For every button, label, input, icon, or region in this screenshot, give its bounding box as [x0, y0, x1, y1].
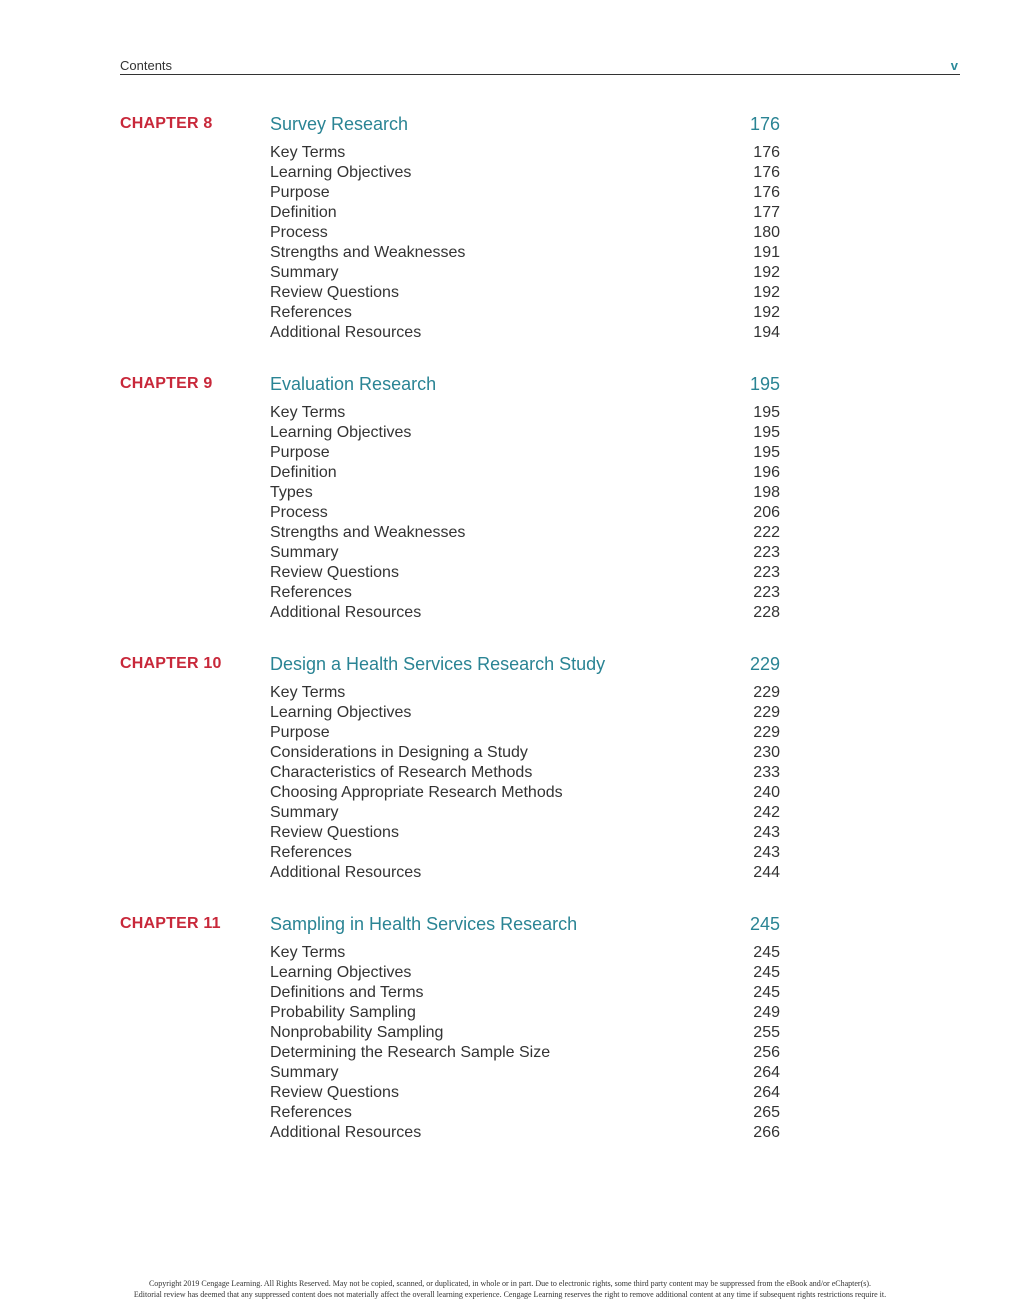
toc-entry-page: 229 [753, 684, 780, 701]
toc-entry-label: Types [270, 484, 313, 501]
toc-entry[interactable] [0, 783, 1020, 803]
toc-entry-label: Summary [270, 264, 339, 281]
toc-entry-page: 264 [753, 1084, 780, 1101]
toc-entry[interactable] [0, 963, 1020, 983]
toc-entry-label: Nonprobability Sampling [270, 1024, 444, 1041]
chapter-entries [0, 403, 1020, 623]
toc-entry-label: Summary [270, 1064, 339, 1081]
toc-entry-page: 256 [753, 1044, 780, 1061]
page-number: v [950, 58, 958, 73]
toc-entry-label: Additional Resources [270, 324, 422, 341]
toc-entry-label: Purpose [270, 184, 330, 201]
toc-entry-page: 180 [753, 224, 780, 241]
toc-entry-page: 223 [753, 584, 780, 601]
chapter-title[interactable]: Survey Research [270, 114, 409, 134]
toc-entry-label: Additional Resources [270, 864, 422, 881]
toc-entry-label: Purpose [270, 724, 330, 741]
toc-entry-page: 244 [753, 864, 780, 881]
chapter-label: CHAPTER 9 [120, 375, 213, 392]
toc-entry-page: 191 [753, 244, 780, 261]
toc-entry-page: 240 [753, 784, 780, 801]
toc-entry-label: Characteristics of Research Methods [270, 764, 533, 781]
toc-entry-page: 230 [753, 744, 780, 761]
toc-entry-page: 176 [753, 184, 780, 201]
toc-entry[interactable] [0, 223, 1020, 243]
toc-entry-page: 194 [753, 324, 780, 341]
toc-entry-label: Learning Objectives [270, 964, 412, 981]
toc-entry-label: Review Questions [270, 824, 399, 841]
toc-entry-page: 176 [753, 164, 780, 181]
toc-entry-label: References [270, 304, 352, 321]
toc-entry-label: Additional Resources [270, 604, 422, 621]
toc-entry-label: References [270, 1104, 352, 1121]
toc-entry-page: 195 [753, 404, 780, 421]
toc-entry-page: 245 [753, 944, 780, 961]
toc-entry[interactable] [0, 1063, 1020, 1083]
toc-entry-label: Determining the Research Sample Size [270, 1044, 551, 1061]
toc-entry[interactable] [0, 503, 1020, 523]
toc-entry-label: References [270, 584, 352, 601]
toc-entry[interactable] [0, 263, 1020, 283]
toc-entry-page: 245 [753, 964, 780, 981]
running-header [120, 57, 960, 75]
toc-entry-page: 192 [753, 284, 780, 301]
toc-entry[interactable] [0, 463, 1020, 483]
chapter-label: CHAPTER 8 [120, 115, 213, 132]
toc-entry[interactable] [0, 1023, 1020, 1043]
chapter-title[interactable]: Sampling in Health Services Research [270, 914, 578, 934]
toc-entry[interactable] [0, 1003, 1020, 1023]
toc-entry[interactable] [0, 1083, 1020, 1103]
toc-entry-page: 192 [753, 304, 780, 321]
toc-entry-label: Key Terms [270, 144, 346, 161]
chapter-page-number: 176 [749, 114, 780, 134]
toc-entry[interactable] [0, 1123, 1020, 1143]
toc-entry[interactable] [0, 683, 1020, 703]
toc-entry[interactable] [0, 603, 1020, 623]
toc-entry-page: 255 [753, 1024, 780, 1041]
toc-entry[interactable] [0, 743, 1020, 763]
toc-entry[interactable] [0, 303, 1020, 323]
toc-entry[interactable] [0, 523, 1020, 543]
toc-entry-label: Process [270, 504, 328, 521]
toc-entry[interactable] [0, 863, 1020, 883]
toc-entry[interactable] [0, 703, 1020, 723]
toc-entry-page: 196 [753, 464, 780, 481]
chapter-title[interactable]: Evaluation Research [270, 374, 437, 394]
toc-entry[interactable] [0, 143, 1020, 163]
toc-entry-label: Definitions and Terms [270, 984, 424, 1001]
toc-entry-page: 198 [753, 484, 780, 501]
toc-entry-label: Review Questions [270, 564, 399, 581]
toc-entry-label: Learning Objectives [270, 164, 412, 181]
toc-entry-label: Definition [270, 204, 337, 221]
toc-entry-page: 195 [753, 424, 780, 441]
toc-entry-label: Definition [270, 464, 337, 481]
toc-entry-label: Considerations in Designing a Study [270, 744, 528, 761]
toc-entry[interactable] [0, 1043, 1020, 1063]
toc-entry[interactable] [0, 283, 1020, 303]
chapter-page-number: 195 [749, 374, 780, 394]
toc-entry-page: 223 [753, 564, 780, 581]
toc-entry[interactable] [0, 563, 1020, 583]
copyright-notice [0, 1278, 1020, 1300]
toc-entry[interactable] [0, 183, 1020, 203]
copyright-line-1: Copyright 2019 Cengage Learning. All Rights Reserved. May not be copied, scanned, or duplicated, in whole or in part. Due to electronic rights, some third party content may be suppressed from the eBook and/or eChapter(s). [148, 1279, 872, 1288]
toc-entry[interactable] [0, 443, 1020, 463]
toc-entry-page: 229 [753, 704, 780, 721]
toc-entry-label: Process [270, 224, 328, 241]
toc-entry[interactable] [0, 543, 1020, 563]
toc-entry[interactable] [0, 1103, 1020, 1123]
toc-entry-label: Review Questions [270, 1084, 399, 1101]
toc-entry-page: 245 [753, 984, 780, 1001]
toc-entry-page: 228 [753, 604, 780, 621]
toc-entry-page: 192 [753, 264, 780, 281]
toc-entry-label: Additional Resources [270, 1124, 422, 1141]
toc-entry-page: 264 [753, 1064, 780, 1081]
toc-entry-label: Key Terms [270, 684, 346, 701]
toc-entry-page: 243 [753, 824, 780, 841]
chapter-title[interactable]: Design a Health Services Research Study [270, 654, 606, 674]
toc-entry-page: 266 [753, 1124, 780, 1141]
toc-entry[interactable] [0, 803, 1020, 823]
toc-entry[interactable] [0, 763, 1020, 783]
toc-entry-page: 177 [753, 204, 780, 221]
toc-entry-label: Key Terms [270, 404, 346, 421]
chapter-label: CHAPTER 11 [120, 915, 221, 932]
toc-entry-page: 222 [753, 524, 780, 541]
toc-entry[interactable] [0, 163, 1020, 183]
toc-entry-label: Key Terms [270, 944, 346, 961]
running-header-section: Contents [120, 58, 173, 73]
toc-entry-page: 249 [753, 1004, 780, 1021]
toc-entry[interactable] [0, 983, 1020, 1003]
toc-entry-label: Review Questions [270, 284, 399, 301]
toc-entry-label: Strengths and Weaknesses [270, 244, 466, 261]
chapter-page-number: 245 [749, 914, 780, 934]
toc-entry[interactable] [0, 423, 1020, 443]
toc-entry[interactable] [0, 723, 1020, 743]
toc-entry-label: Choosing Appropriate Research Methods [270, 784, 563, 801]
chapter-label: CHAPTER 10 [120, 655, 222, 672]
copyright-line-2: Editorial review has deemed that any suppressed content does not materially affect the overall learning experience. Cengage Learning reserves the right to remove additional content at any time if subsequent rights restrictions require it. [133, 1290, 887, 1299]
toc-entry-label: Strengths and Weaknesses [270, 524, 466, 541]
toc-entry-label: Probability Sampling [270, 1004, 416, 1021]
toc-entry-label: Summary [270, 804, 339, 821]
toc-entry[interactable] [0, 483, 1020, 503]
toc-entry-page: 242 [753, 804, 780, 821]
toc-entry-label: Learning Objectives [270, 704, 412, 721]
chapter-entries [0, 683, 1020, 883]
toc-entry[interactable] [0, 843, 1020, 863]
toc-entry[interactable] [0, 323, 1020, 343]
toc-entry[interactable] [0, 243, 1020, 263]
toc-entry-label: Purpose [270, 444, 330, 461]
toc-entry-page: 229 [753, 724, 780, 741]
toc-entry[interactable] [0, 403, 1020, 423]
toc-entry[interactable] [0, 823, 1020, 843]
toc-entry-page: 223 [753, 544, 780, 561]
toc-entry-page: 206 [753, 504, 780, 521]
toc-entry-page: 195 [753, 444, 780, 461]
chapter-entries [0, 943, 1020, 1143]
chapter-page-number: 229 [749, 654, 780, 674]
toc-entry-page: 176 [753, 144, 780, 161]
toc-entry-label: References [270, 844, 352, 861]
toc-entry-page: 265 [753, 1104, 780, 1121]
toc-entry[interactable] [0, 943, 1020, 963]
toc-entry-page: 243 [753, 844, 780, 861]
toc-entry-label: Summary [270, 544, 339, 561]
chapter-entries [0, 143, 1020, 343]
toc-entry-label: Learning Objectives [270, 424, 412, 441]
toc-entry[interactable] [0, 203, 1020, 223]
toc-entry[interactable] [0, 583, 1020, 603]
toc-entry-page: 233 [753, 764, 780, 781]
